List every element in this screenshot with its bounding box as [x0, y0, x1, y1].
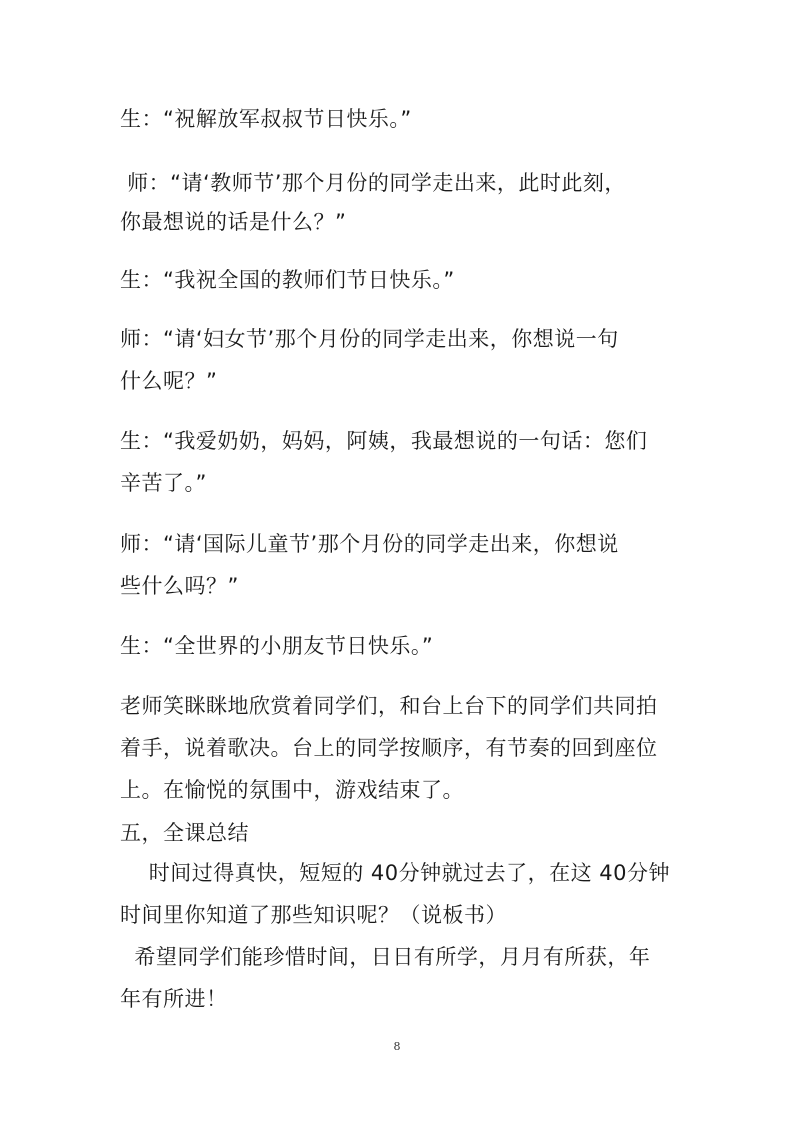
paragraph-line: 时间里你知道了那些知识呢？（说板书）: [120, 903, 507, 927]
dialogue-line: 你最想说的话是什么？”: [120, 210, 347, 234]
paragraph-line: 年有所进！: [120, 987, 228, 1011]
dialogue-line: 些什么吗？”: [120, 574, 239, 598]
dialogue-line: 师：“请‘妇女节’那个月份的同学走出来，你想说一句: [120, 327, 619, 351]
paragraph-line: 上。在愉悦的氛围中，游戏结束了。: [120, 778, 464, 802]
dialogue-line: 生：“我爱奶奶，妈妈，阿姨，我最想说的一句话：您们: [120, 429, 648, 453]
dialogue-line: 什么呢？”: [120, 369, 218, 393]
dialogue-line: 师：“请‘国际儿童节’那个月份的同学走出来，你想说: [120, 532, 619, 556]
dialogue-line: 生：“我祝全国的教师们节日快乐。”: [120, 268, 455, 292]
section-heading: 五，全课总结: [120, 821, 249, 845]
dialogue-line: 生：“全世界的小朋友节日快乐。”: [120, 634, 434, 658]
dialogue-line: 师：“请‘教师节’那个月份的同学走出来，此时此刻，: [120, 171, 626, 195]
dialogue-line: 辛苦了。”: [120, 471, 207, 495]
dialogue-line: 生：“祝解放军叔叔节日快乐。”: [120, 107, 412, 131]
paragraph-line: 希望同学们能珍惜时间，日日有所学，月月有所获，年: [120, 945, 651, 969]
paragraph-line: 着手，说着歌决。台上的同学按顺序，有节奏的回到座位: [120, 736, 658, 760]
page-number: 8: [393, 1040, 401, 1053]
paragraph-line: 老师笑眯眯地欣赏着同学们，和台上台下的同学们共同拍: [120, 694, 658, 718]
paragraph-line: 时间过得真快，短短的 40分钟就过去了，在这 40分钟: [120, 861, 670, 885]
